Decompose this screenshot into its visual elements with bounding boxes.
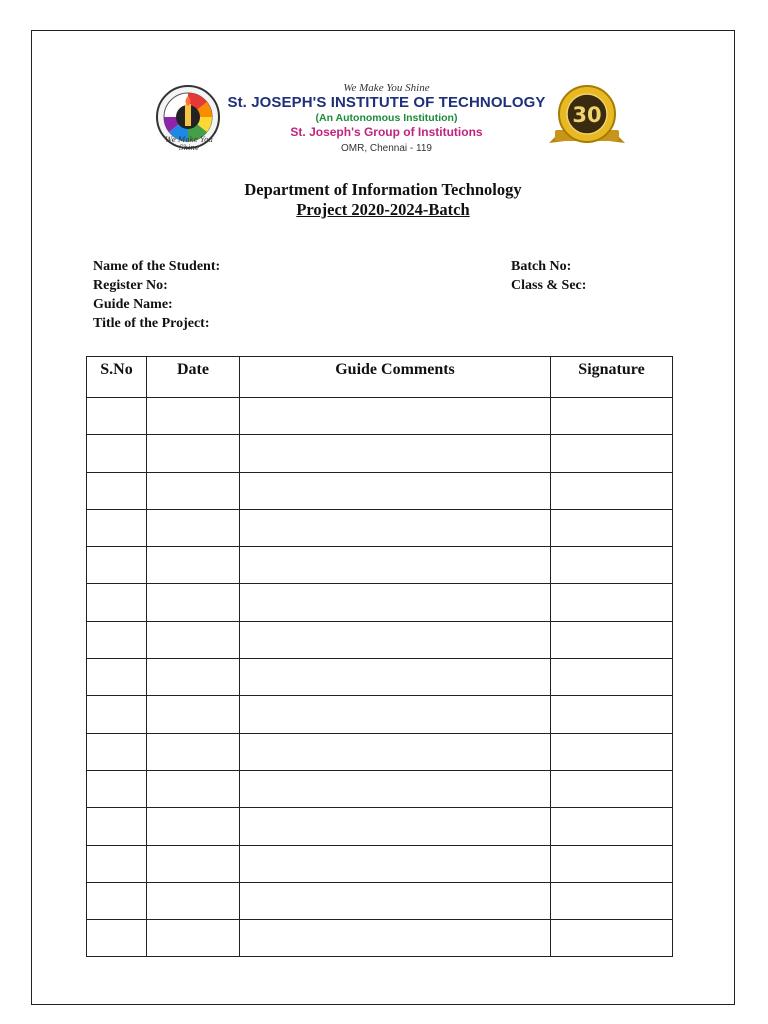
comments-cell[interactable] bbox=[240, 733, 551, 770]
table-row bbox=[87, 509, 673, 546]
comments-cell[interactable] bbox=[240, 770, 551, 807]
sno-cell[interactable] bbox=[87, 472, 147, 509]
register-no-label: Register No: bbox=[93, 278, 168, 293]
date-cell[interactable] bbox=[147, 435, 240, 472]
banner-text bbox=[224, 82, 549, 156]
sno-cell[interactable] bbox=[87, 509, 147, 546]
date-cell[interactable] bbox=[147, 733, 240, 770]
sno-cell[interactable] bbox=[87, 770, 147, 807]
comments-cell[interactable] bbox=[240, 920, 551, 957]
sno-cell[interactable] bbox=[87, 696, 147, 733]
sno-cell[interactable] bbox=[87, 398, 147, 435]
date-cell[interactable] bbox=[147, 882, 240, 919]
date-cell[interactable] bbox=[147, 770, 240, 807]
table-row bbox=[87, 435, 673, 472]
header-signature: Signature bbox=[551, 357, 673, 398]
institute-name: St. JOSEPH'S INSTITUTE OF TECHNOLOGY bbox=[227, 94, 546, 111]
comments-cell[interactable] bbox=[240, 882, 551, 919]
signature-cell[interactable] bbox=[551, 509, 673, 546]
comments-cell[interactable] bbox=[240, 472, 551, 509]
sno-cell[interactable] bbox=[87, 584, 147, 621]
table-row bbox=[87, 472, 673, 509]
signature-cell[interactable] bbox=[551, 920, 673, 957]
date-cell[interactable] bbox=[147, 584, 240, 621]
table-row bbox=[87, 770, 673, 807]
comments-cell[interactable] bbox=[240, 659, 551, 696]
signature-cell[interactable] bbox=[551, 882, 673, 919]
signature-cell[interactable] bbox=[551, 621, 673, 658]
signature-cell[interactable] bbox=[551, 547, 673, 584]
table-row bbox=[87, 621, 673, 658]
guide-name-label: Guide Name: bbox=[93, 297, 173, 312]
table-row bbox=[87, 696, 673, 733]
table-row bbox=[87, 920, 673, 957]
sno-cell[interactable] bbox=[87, 845, 147, 882]
signature-cell[interactable] bbox=[551, 584, 673, 621]
comments-cell[interactable] bbox=[240, 808, 551, 845]
comments-cell[interactable] bbox=[240, 435, 551, 472]
table-row bbox=[87, 659, 673, 696]
signature-cell[interactable] bbox=[551, 770, 673, 807]
sno-cell[interactable] bbox=[87, 733, 147, 770]
class-sec-label: Class & Sec: bbox=[511, 278, 587, 293]
comments-cell[interactable] bbox=[240, 398, 551, 435]
address: OMR, Chennai - 119 bbox=[341, 143, 432, 154]
comments-cell[interactable] bbox=[240, 845, 551, 882]
signature-cell[interactable] bbox=[551, 733, 673, 770]
batch-title bbox=[31, 200, 735, 220]
group-name: St. Joseph's Group of Institutions bbox=[290, 125, 483, 139]
sno-cell[interactable] bbox=[87, 920, 147, 957]
table-header-row bbox=[87, 357, 673, 398]
comments-cell[interactable] bbox=[240, 547, 551, 584]
comments-cell[interactable] bbox=[240, 621, 551, 658]
date-cell[interactable] bbox=[147, 659, 240, 696]
anniversary-badge-icon bbox=[547, 83, 627, 149]
batch-no-label: Batch No: bbox=[511, 259, 572, 274]
date-cell[interactable] bbox=[147, 547, 240, 584]
date-cell[interactable] bbox=[147, 621, 240, 658]
header-guide-comments: Guide Comments bbox=[240, 357, 551, 398]
sno-cell[interactable] bbox=[87, 621, 147, 658]
signature-cell[interactable] bbox=[551, 696, 673, 733]
table-row bbox=[87, 398, 673, 435]
autonomous-label: (An Autonomous Institution) bbox=[315, 112, 458, 124]
tagline: We Make You Shine bbox=[343, 82, 430, 94]
institution-banner bbox=[144, 66, 634, 174]
signature-cell[interactable] bbox=[551, 435, 673, 472]
comments-cell[interactable] bbox=[240, 584, 551, 621]
project-title-label: Title of the Project: bbox=[93, 316, 210, 331]
emblem-caption: We Make You Shine bbox=[165, 136, 213, 152]
date-cell[interactable] bbox=[147, 398, 240, 435]
table-body bbox=[87, 398, 673, 957]
signature-cell[interactable] bbox=[551, 659, 673, 696]
date-cell[interactable] bbox=[147, 509, 240, 546]
sno-cell[interactable] bbox=[87, 659, 147, 696]
table-row bbox=[87, 808, 673, 845]
header-sno: S.No bbox=[87, 357, 147, 398]
table-row bbox=[87, 882, 673, 919]
sno-cell[interactable] bbox=[87, 882, 147, 919]
date-cell[interactable] bbox=[147, 696, 240, 733]
signature-cell[interactable] bbox=[551, 472, 673, 509]
comments-cell[interactable] bbox=[240, 696, 551, 733]
signature-cell[interactable] bbox=[551, 808, 673, 845]
guide-comments-table bbox=[86, 356, 673, 957]
batch-title-text: Project 2020-2024-Batch bbox=[296, 200, 470, 219]
date-cell[interactable] bbox=[147, 808, 240, 845]
sno-cell[interactable] bbox=[87, 435, 147, 472]
date-cell[interactable] bbox=[147, 472, 240, 509]
signature-cell[interactable] bbox=[551, 845, 673, 882]
comments-cell[interactable] bbox=[240, 509, 551, 546]
table-row bbox=[87, 733, 673, 770]
table-row bbox=[87, 547, 673, 584]
table-row bbox=[87, 845, 673, 882]
date-cell[interactable] bbox=[147, 920, 240, 957]
sno-cell[interactable] bbox=[87, 808, 147, 845]
signature-cell[interactable] bbox=[551, 398, 673, 435]
date-cell[interactable] bbox=[147, 845, 240, 882]
sno-cell[interactable] bbox=[87, 547, 147, 584]
header-date: Date bbox=[147, 357, 240, 398]
department-title: Department of Information Technology bbox=[244, 180, 522, 199]
student-name-label: Name of the Student: bbox=[93, 259, 221, 274]
table-row bbox=[87, 584, 673, 621]
badge-number: 30 bbox=[572, 103, 602, 127]
